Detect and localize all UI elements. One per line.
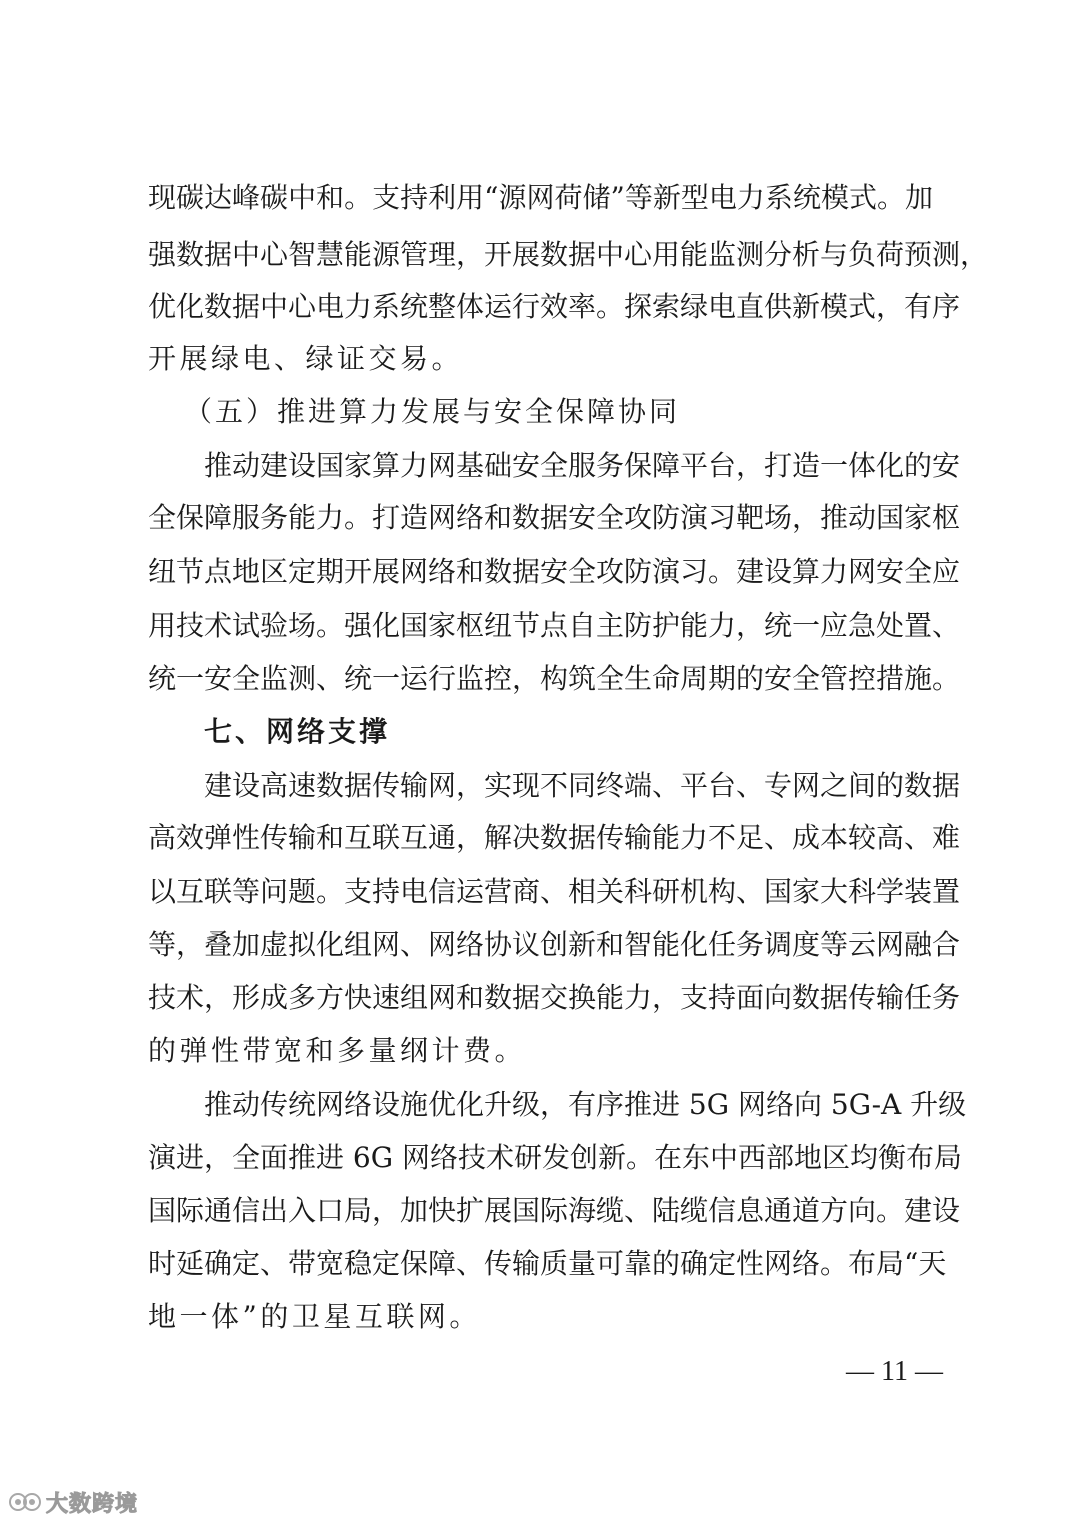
paragraph-line: 开展绿电、绿证交易。 [148, 342, 464, 375]
chapter-heading: 七、网络支撑 [204, 715, 391, 748]
paragraph-line: 全保障服务能力。打造网络和数据安全攻防演习靶场，推动国家枢 [148, 501, 961, 534]
paragraph-line: 等，叠加虚拟化组网、网络协议创新和智能化任务调度等云网融合 [148, 928, 961, 961]
paragraph-line: 优化数据中心电力系统整体运行效率。探索绿电直供新模式，有序 [148, 290, 961, 323]
paragraph-line: 地一体”的卫星互联网。 [148, 1300, 481, 1333]
paragraph-line: 用技术试验场。强化国家枢纽节点自主防护能力，统一应急处置、 [148, 609, 961, 642]
paragraph-line: 推动建设国家算力网基础安全服务保障平台，打造一体化的安 [204, 449, 961, 482]
paragraph-line: 时延确定、带宽稳定保障、传输质量可靠的确定性网络。布局“天 [148, 1247, 947, 1280]
page-number: — 11 — [846, 1356, 943, 1387]
paragraph-line: 统一安全监测、统一运行监控，构筑全生命周期的安全管控措施。 [148, 662, 961, 695]
paragraph-line: 以互联等问题。支持电信运营商、相关科研机构、国家大科学装置 [148, 875, 961, 908]
eye-logo-icon [8, 1491, 42, 1513]
paragraph-line: 建设高速数据传输网，实现不同终端、平台、专网之间的数据 [204, 769, 961, 802]
paragraph-line: 推动传统网络设施优化升级，有序推进 5G 网络向 5G-A 升级 [204, 1088, 967, 1121]
paragraph-line: 国际通信出入口局，加快扩展国际海缆、陆缆信息通道方向。建设 [148, 1194, 961, 1227]
paragraph-line: 强数据中心智慧能源管理，开展数据中心用能监测分析与负荷预测， [148, 238, 989, 271]
section-heading: （五）推进算力发展与安全保障协同 [184, 395, 681, 428]
paragraph-line: 技术，形成多方快速组网和数据交换能力，支持面向数据传输任务 [148, 981, 961, 1014]
paragraph-line: 的弹性带宽和多量纲计费。 [148, 1034, 527, 1067]
paragraph-line: 纽节点地区定期开展网络和数据安全攻防演习。建设算力网安全应 [148, 555, 961, 588]
paragraph-line: 现碳达峰碳中和。支持利用“源网荷储”等新型电力系统模式。加 [148, 181, 933, 214]
watermark [8, 1486, 138, 1518]
paragraph-line: 演进，全面推进 6G 网络技术研发创新。在东中西部地区均衡布局 [148, 1141, 962, 1174]
paragraph-line: 高效弹性传输和互联互通，解决数据传输能力不足、成本较高、难 [148, 821, 961, 854]
watermark-text: 大数跨境 [46, 1491, 139, 1517]
